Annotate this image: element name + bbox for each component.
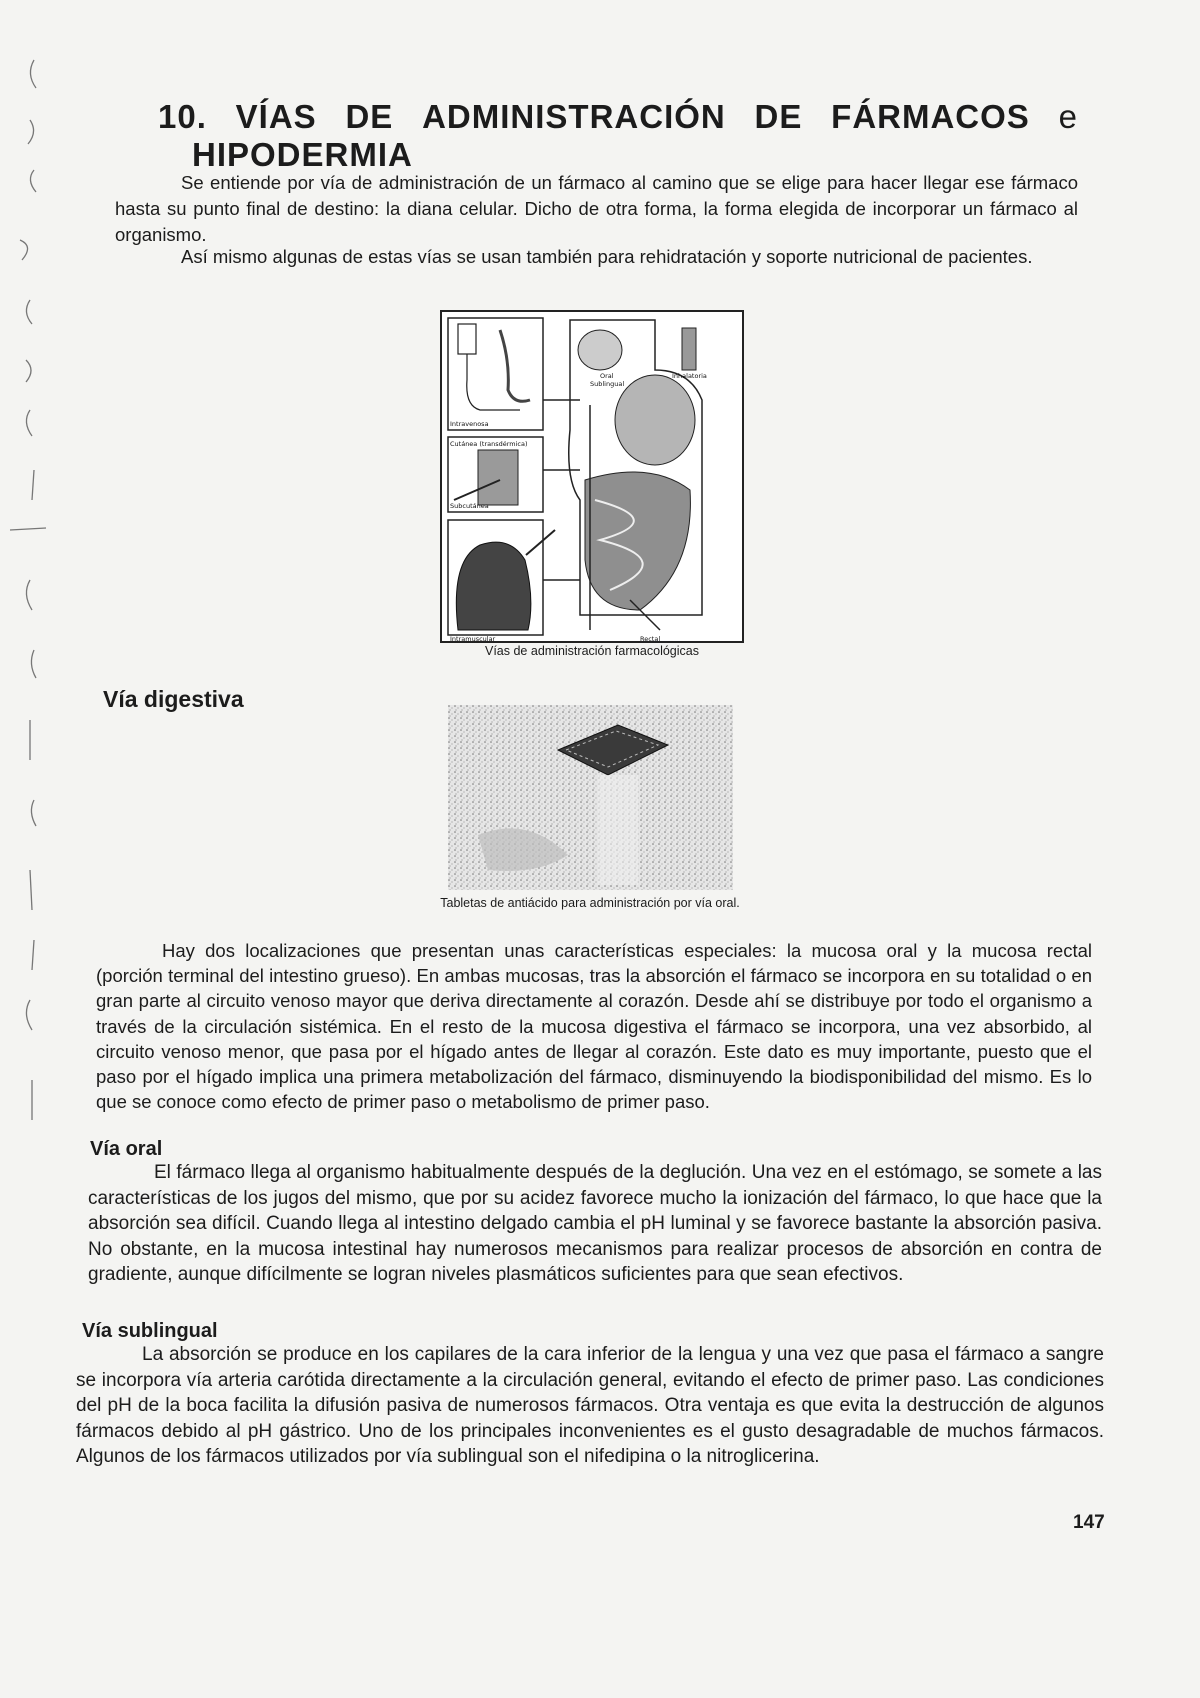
label-oral: Oral xyxy=(600,372,614,380)
section-title-oral: Vía oral xyxy=(90,1138,163,1160)
section-title-sublingual: Vía sublingual xyxy=(82,1320,218,1342)
intro-paragraph-1: Se entiende por vía de administración de un fármaco al camino que se elige para hacer llegar ese fármaco hasta su punto final de destino: la diana celular. Dicho de otra forma, la forma elegida de incorporar un fármaco al organismo. xyxy=(115,172,1078,245)
title-word: VÍAS xyxy=(235,98,317,135)
sublingual-paragraph: La absorción se produce en los capilares de la cara inferior de la lengua y una vez que pasa el fármaco a sangre se incorpora vía arteria carótida directamente a la circulación general, evitando el efecto de primer paso. Las condiciones del pH de la boca facilita la difusión pasiva de numerosos fármacos. Otra ventaja es que evita la destrucción de algunos fármacos debido al pH gástrico. Uno de los principales inconvenientes es el gusto desagradable de muchos fármacos. Algunos de los fármacos utilizados por vía sublingual son el nifedipina o la nitroglicerina. xyxy=(76,1344,1104,1467)
page-title xyxy=(158,98,1078,174)
page-number: 147 xyxy=(1073,1512,1105,1533)
label-rectal: Rectal xyxy=(640,635,661,643)
antacid-tablets-photo xyxy=(448,705,733,890)
title-word: DE xyxy=(754,98,803,135)
digestiva-paragraph: Hay dos localizaciones que presentan unas características especiales: la mucosa oral y la mucosa rectal (porción terminal del intestino grueso). En ambas mucosas, tras la absorción el fármaco se incorpora en su totalidad o en gran parte al circuito venoso mayor que deriva directamente al corazón. Desde ahí se distribuye por todo el organismo a través de la circulación sistémica. En el resto de la mucosa digestiva el fármaco se incorpora, una vez absorbido, al circuito venoso menor, que pasa por el hígado antes de llegar al corazón. Este dato es muy importante, puesto que el paso por el hígado implica una primera metabolización del fármaco, disminuyendo la biodisponibilidad del mismo. Es lo que se conoce como efecto de primer paso o metabolismo de primer paso. xyxy=(96,940,1092,1113)
binding-marks xyxy=(0,40,60,1160)
label-sublingual: Sublingual xyxy=(590,380,625,388)
title-word: e xyxy=(1058,98,1078,135)
routes-diagram xyxy=(440,310,744,643)
label-intramuscular: Intramuscular xyxy=(450,635,496,643)
title-word: DE xyxy=(345,98,394,135)
title-word: ADMINISTRACIÓN xyxy=(422,98,726,135)
label-intravenosa: Intravenosa xyxy=(450,420,489,428)
intro-paragraph-2: Así mismo algunas de estas vías se usan también para rehidratación y soporte nutricional de pacientes. xyxy=(181,246,1033,267)
figure1-caption: Vías de administración farmacológicas xyxy=(485,644,699,658)
label-cutanea: Cutánea (transdérmica) xyxy=(450,440,528,448)
label-subcutanea: Subcutánea xyxy=(450,502,489,510)
label-inhalatoria: Inhalatoria xyxy=(672,372,707,380)
title-line-2: HIPODERMIA xyxy=(192,135,413,173)
oral-paragraph: El fármaco llega al organismo habitualmente después de la deglución. Una vez en el estómago, se somete a las características de los jugos del mismo, que por su acidez favorece mucho la ionización del fármaco, lo que hace que la absorción sea difícil. Cuando llega al intestino delgado cambia el pH luminal y se favorece bastante la absorción pasiva. No obstante, en la mucosa intestinal hay numerosos mecanismos para realizar procesos de absorción en contra de gradiente, aunque difícilmente se logran niveles plasmáticos suficientes para que sean efectivos. xyxy=(88,1162,1102,1285)
figure2-caption: Tabletas de antiácido para administración por vía oral. xyxy=(440,896,740,910)
section-title-digestiva: Vía digestiva xyxy=(103,686,244,712)
title-word: FÁRMACOS xyxy=(831,98,1030,135)
title-number: 10. xyxy=(158,98,207,135)
